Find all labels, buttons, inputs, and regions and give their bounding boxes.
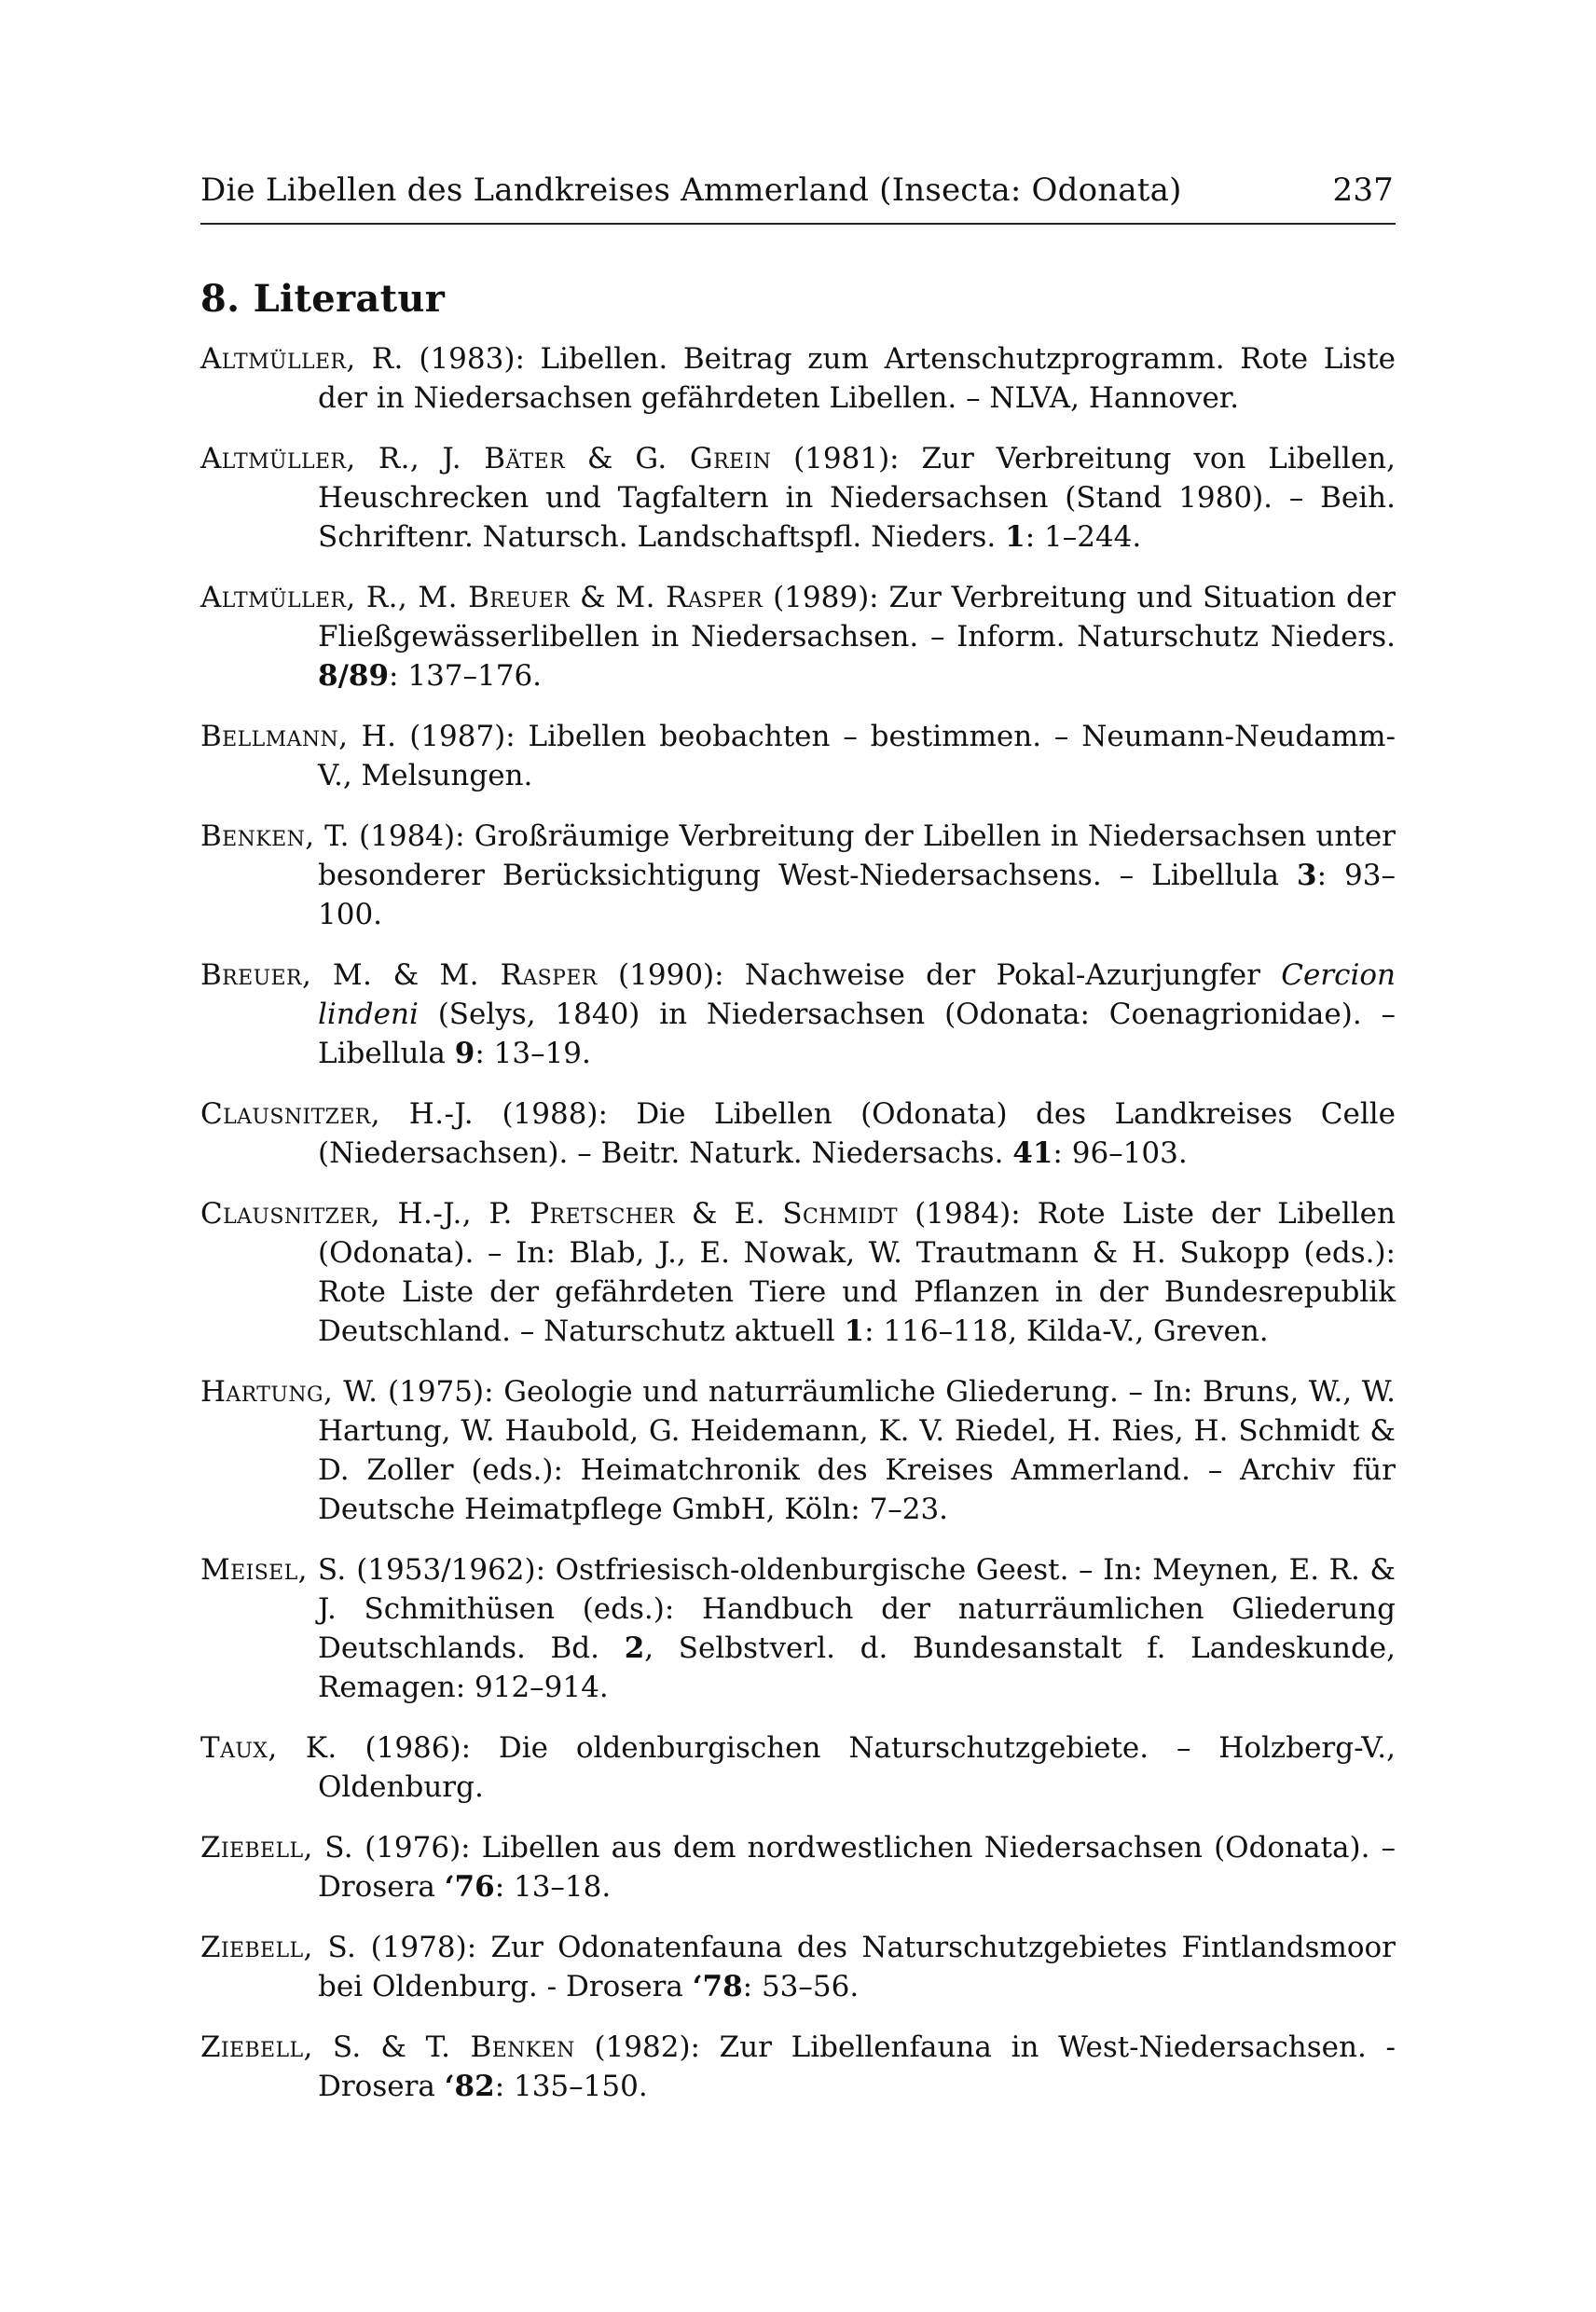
- reference-entry: [200, 717, 1396, 795]
- ref-authors: Bellmann, H.: [200, 720, 397, 753]
- ref-authors-2: E. Schmidt: [734, 1197, 898, 1231]
- ref-volume: ‘82: [444, 2070, 495, 2103]
- ref-volume: 8/89: [318, 659, 390, 693]
- reference-entry: [200, 1728, 1396, 1807]
- ref-conjunction: &: [565, 442, 636, 475]
- ref-authors: Altmüller, R., J. Bäter: [200, 442, 566, 475]
- ref-volume: 41: [1012, 1136, 1053, 1170]
- ref-text: (1982): Zur Libellenfauna in West-Niedersachsen. - Drosera: [318, 2030, 1396, 2103]
- reference-entry: [200, 1372, 1396, 1529]
- ref-volume: 3: [1297, 859, 1317, 892]
- reference-entry: [200, 956, 1396, 1073]
- header-rule: [200, 223, 1396, 225]
- ref-text: (1986): Die oldenburgischen Naturschutzgebiete. – Holzberg-V., Oldenburg.: [318, 1731, 1396, 1804]
- ref-pages: : 137–176.: [389, 659, 543, 693]
- reference-entry: [200, 578, 1396, 695]
- ref-text: (1984): Rote Liste der Libellen (Odonata). – In: Blab, J., E. Nowak, W. Trautmann & H. Sukopp (eds.): Rote Liste der gefährdeten Tiere und Pflanzen in der Bundesrepublik Deutschland. – Naturschutz aktuell: [318, 1197, 1396, 1348]
- reference-list: [200, 339, 1396, 2127]
- ref-authors: Breuer, M.: [200, 958, 373, 992]
- ref-authors: Hartung, W.: [200, 1375, 378, 1409]
- ref-volume: 1: [844, 1314, 865, 1348]
- ref-text: (1984): Großräumige Verbreitung der Libellen in Niedersachsen unter besonderer Berücksichtigung West-Niedersachsens. – Libellula: [318, 819, 1396, 892]
- ref-pages: : 116–118, Kilda-V., Greven.: [864, 1314, 1269, 1348]
- ref-authors: Clausnitzer, H.-J.: [200, 1097, 475, 1131]
- ref-volume: 9: [454, 1037, 475, 1070]
- ref-text: (1981): Zur Verbreitung von Libellen, Heuschrecken und Tagfaltern in Niedersachsen (Stand 1980). – Beih. Schriftenr. Natursch. Landschaftspfl. Nieders.: [318, 442, 1396, 554]
- ref-pages: : 93–100.: [318, 859, 1396, 931]
- ref-authors-2: G. Grein: [635, 442, 772, 475]
- running-title: Die Libellen des Landkreises Ammerland (Insecta: Odonata): [200, 172, 1182, 209]
- ref-authors: Clausnitzer, H.-J., P. Pretscher: [200, 1197, 675, 1231]
- ref-volume: 1: [1005, 520, 1025, 554]
- ref-volume: ‘76: [444, 1870, 495, 1904]
- ref-pages: , Selbstverl. d. Bundesanstalt f. Landeskunde, Remagen: 912–914.: [318, 1631, 1396, 1704]
- reference-entry: [200, 339, 1396, 418]
- ref-text: (1978): Zur Odonatenfauna des Naturschutzgebietes Fintlandsmoor bei Oldenburg. - Drosera: [318, 1931, 1396, 2003]
- ref-volume: ‘78: [692, 1970, 743, 2003]
- ref-pages: : 135–150.: [494, 2070, 648, 2103]
- ref-authors: Ziebell, S.: [200, 1931, 357, 1964]
- ref-authors: Meisel, S.: [200, 1553, 347, 1587]
- ref-volume: 2: [624, 1631, 645, 1665]
- ref-pages: : 1–244.: [1025, 520, 1142, 554]
- ref-pages: : 96–103.: [1053, 1136, 1188, 1170]
- ref-text: (1975): Geologie und naturräumliche Gliederung. – In: Bruns, W., W. Hartung, W. Haubold, G. Heidemann, K. V. Riedel, H. Ries, H. Schmidt & D. Zoller (eds.): Heimatchronik des Kreises Ammerland. – Archiv für Deutsche Heimatpflege GmbH, Köln: 7–23.: [318, 1375, 1396, 1526]
- ref-authors: Benken, T.: [200, 819, 350, 853]
- reference-entry: [200, 2028, 1396, 2106]
- ref-text-2: (Selys, 1840) in Niedersachsen (Odonata: Coenagrionidae). – Libellula: [318, 998, 1396, 1070]
- ref-text: (1983): Libellen. Beitrag zum Artenschutzprogramm. Rote Liste der in Niedersachsen gefährdeten Libellen. – NLVA, Hannover.: [318, 342, 1396, 415]
- ref-conjunction: &: [570, 581, 616, 614]
- reference-entry: [200, 1194, 1396, 1351]
- section-title: 8. Literatur: [200, 277, 446, 321]
- ref-authors-2: M. Rasper: [615, 581, 764, 614]
- ref-text: (1976): Libellen aus dem nordwestlichen Niedersachsen (Odonata). – Drosera: [318, 1831, 1396, 1904]
- ref-text: (1988): Die Libellen (Odonata) des Landkreises Celle (Niedersachsen). – Beitr. Naturk. Niedersachs.: [318, 1097, 1396, 1170]
- ref-conjunction: &: [674, 1197, 735, 1231]
- ref-pages: : 13–18.: [494, 1870, 612, 1904]
- reference-entry: [200, 1828, 1396, 1906]
- reference-entry: [200, 439, 1396, 557]
- ref-authors: Ziebell, S.: [200, 1831, 354, 1865]
- ref-authors-2: M. Rasper: [439, 958, 598, 992]
- reference-entry: [200, 1094, 1396, 1173]
- ref-authors: Altmüller, R.: [200, 342, 404, 376]
- reference-entry: [200, 1550, 1396, 1707]
- ref-taxon: Cercion lindeni: [318, 958, 1396, 1031]
- running-head: [200, 172, 1394, 209]
- ref-text: (1987): Libellen beobachten – bestimmen. – Neumann-Neudamm-V., Melsungen.: [318, 720, 1396, 792]
- ref-text: (1953/1962): Ostfriesisch-oldenburgische Geest. – In: Meynen, E. R. & J. Schmithüsen (eds.): Handbuch der naturräumlichen Gliederung Deutschlands. Bd.: [318, 1553, 1396, 1665]
- ref-pages: : 13–19.: [475, 1037, 591, 1070]
- page-number: 237: [1332, 172, 1394, 209]
- reference-entry: [200, 817, 1396, 934]
- reference-entry: [200, 1928, 1396, 2006]
- ref-conjunction: &: [372, 958, 440, 992]
- ref-authors: Ziebell, S.: [200, 2030, 362, 2064]
- ref-authors: Altmüller, R., M. Breuer: [200, 581, 571, 614]
- ref-pages: : 53–56.: [742, 1970, 860, 2003]
- ref-text: (1990): Nachweise der Pokal-Azurjungfer: [597, 958, 1282, 992]
- ref-conjunction: &: [361, 2030, 426, 2064]
- ref-authors-2: T. Benken: [425, 2030, 575, 2064]
- ref-authors: Taux, K.: [200, 1731, 337, 1765]
- ref-text: (1989): Zur Verbreitung und Situation der Fließgewässerlibellen in Niedersachsen. – Inform. Naturschutz Nieders.: [318, 581, 1396, 654]
